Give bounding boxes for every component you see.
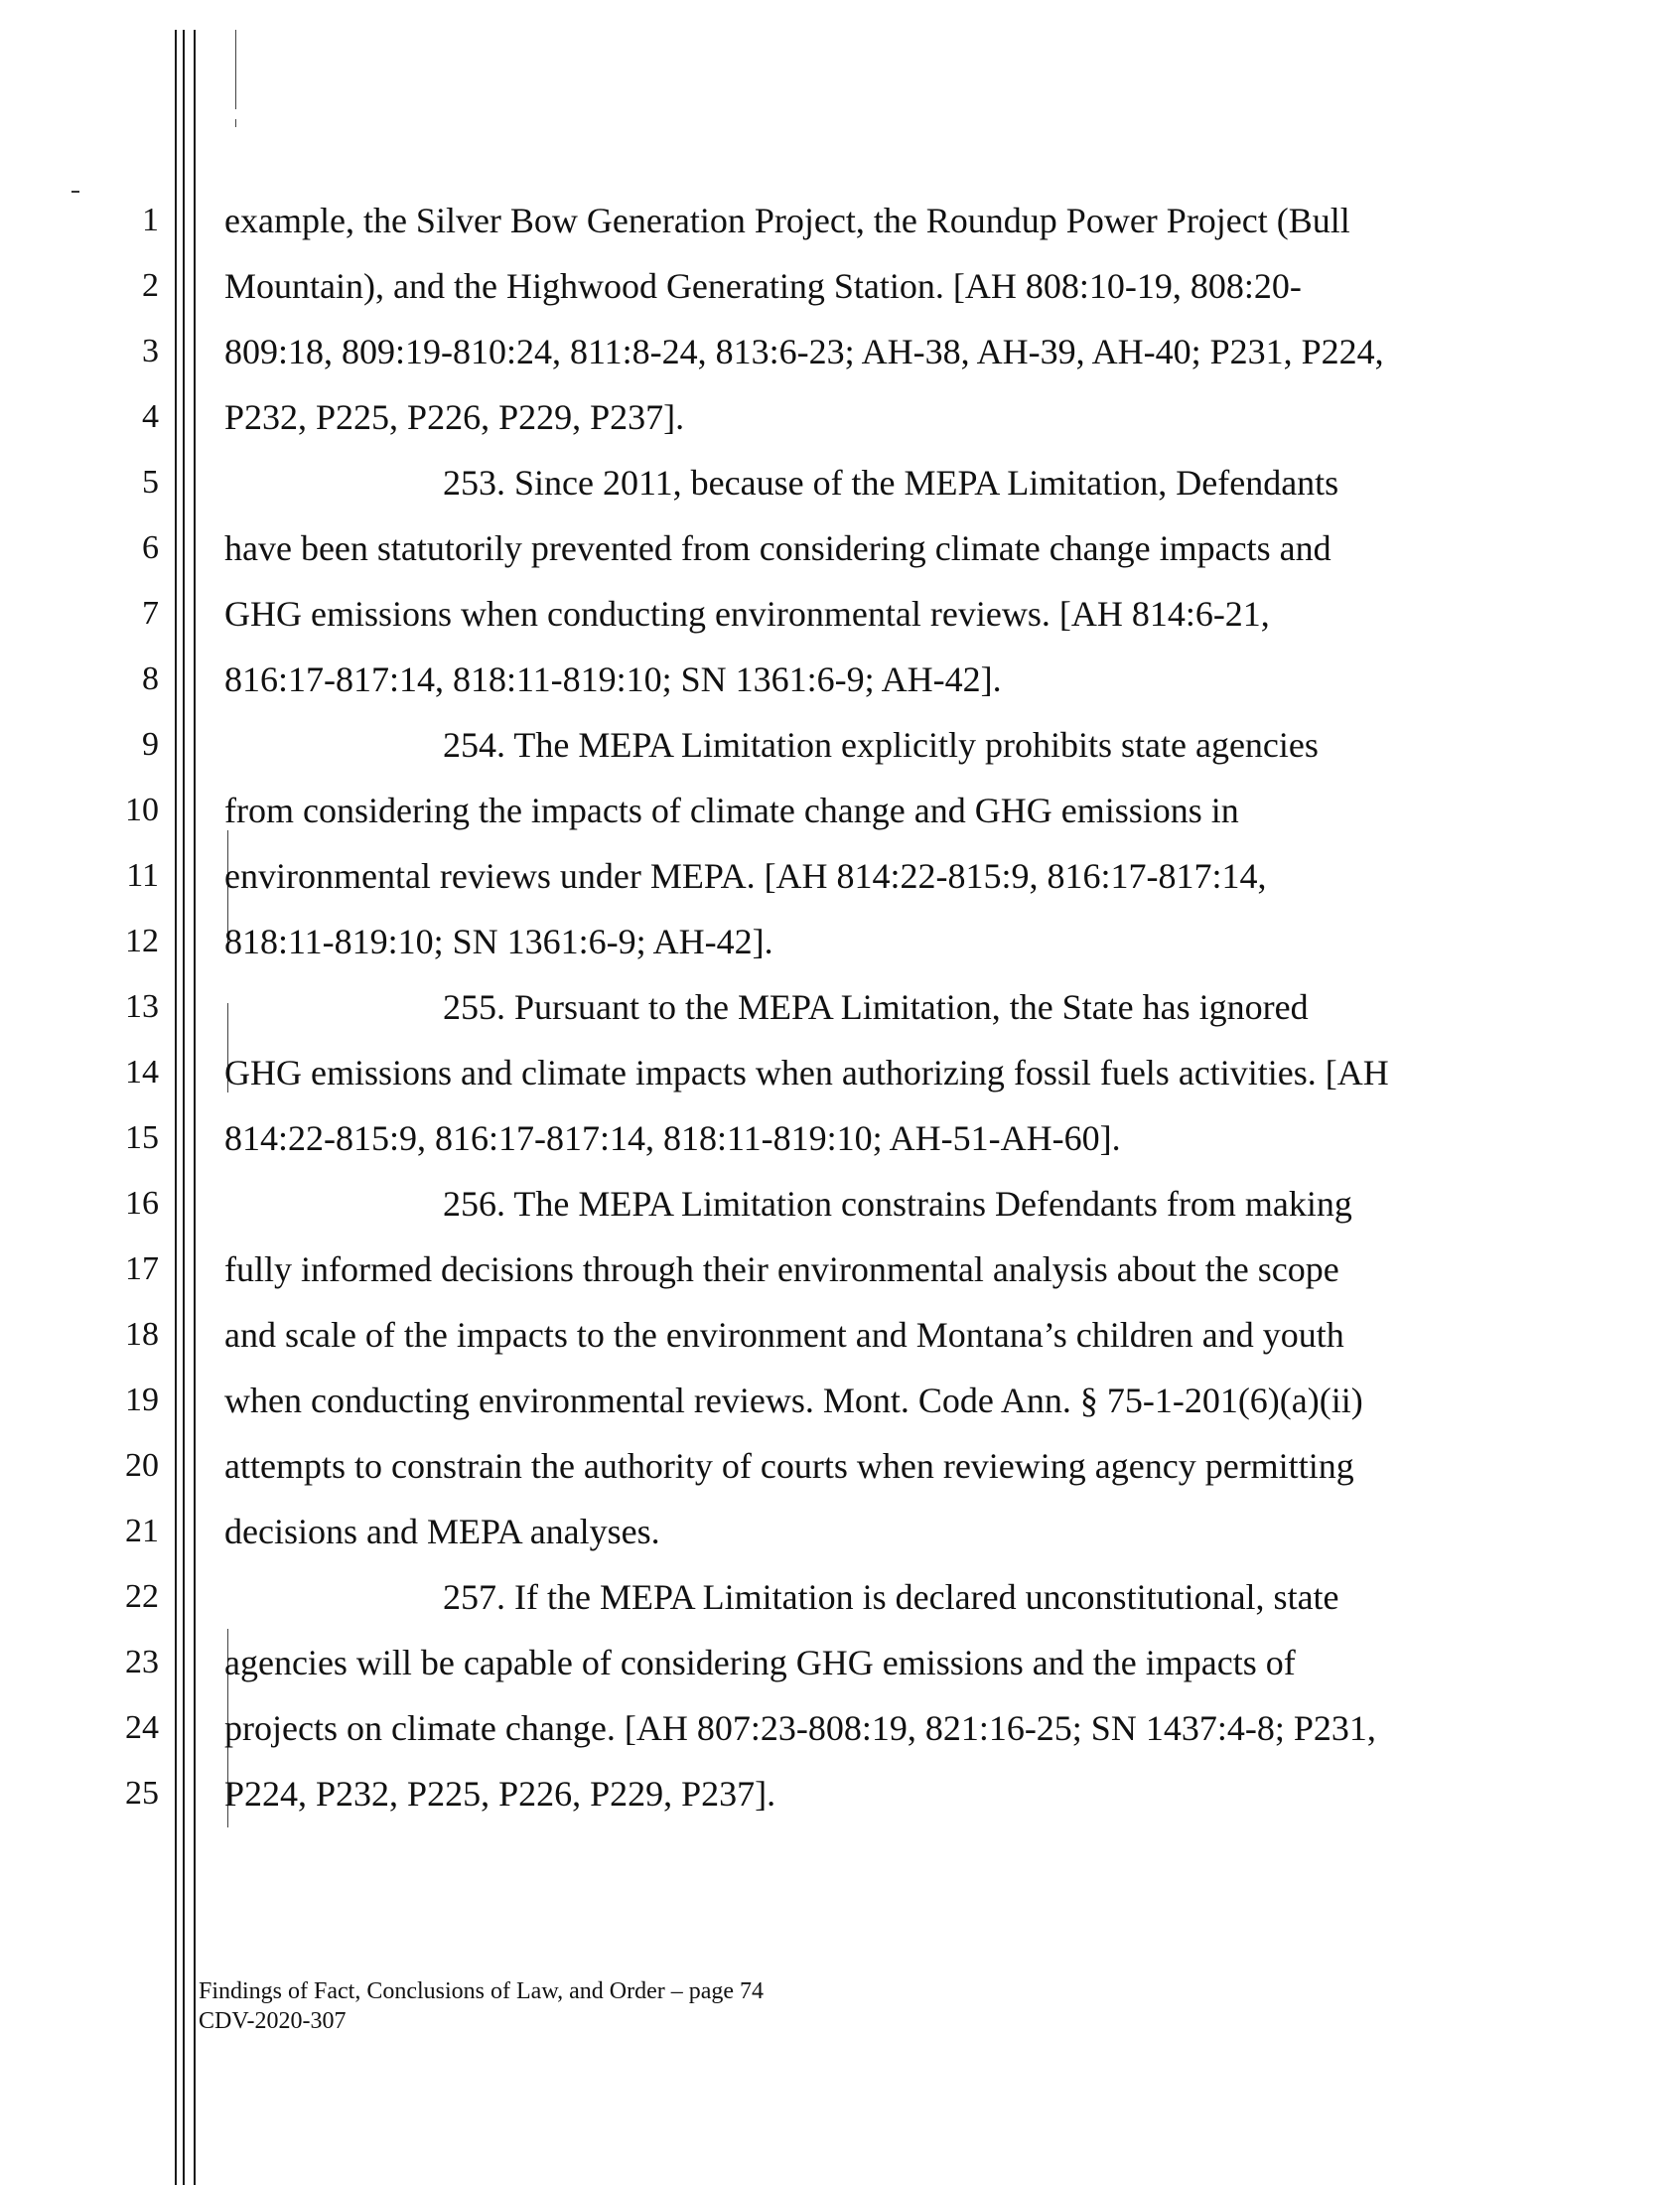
- line-number: 13: [125, 988, 159, 1025]
- body-text-line: attempts to constrain the authority of courts when reviewing agency permitting: [224, 1446, 1354, 1486]
- line-number: 23: [125, 1644, 159, 1680]
- body-text-line: agencies will be capable of considering GHG emissions and the impacts of: [224, 1643, 1296, 1682]
- body-text-line: fully informed decisions through their environmental analysis about the scope: [224, 1249, 1339, 1289]
- scan-artifact-dot: [71, 191, 79, 193]
- line-number: 9: [142, 726, 159, 763]
- line-number: 20: [125, 1447, 159, 1484]
- line-number: 10: [125, 792, 159, 828]
- line-number: 19: [125, 1382, 159, 1418]
- line-number: 3: [142, 333, 159, 369]
- body-text-line: example, the Silver Bow Generation Project, the Roundup Power Project (Bull: [224, 201, 1350, 240]
- line-number: 14: [125, 1054, 159, 1091]
- line-number: 5: [142, 464, 159, 501]
- line-number: 15: [125, 1119, 159, 1156]
- footer-case-number: CDV-2020-307: [199, 2008, 347, 2034]
- line-number: 21: [125, 1513, 159, 1549]
- body-text-line: 809:18, 809:19-810:24, 811:8-24, 813:6-23; AH-38, AH-39, AH-40; P231, P224,: [224, 332, 1384, 371]
- line-number: 2: [142, 267, 159, 304]
- body-text-line: decisions and MEPA analyses.: [224, 1512, 660, 1551]
- body-text-line: P224, P232, P225, P226, P229, P237].: [224, 1774, 776, 1814]
- body-text-line: and scale of the impacts to the environment and Montana’s children and youth: [224, 1315, 1344, 1355]
- body-text-line: 814:22-815:9, 816:17-817:14, 818:11-819:10; AH-51-AH-60].: [224, 1118, 1121, 1158]
- scan-artifact-mark: [235, 119, 236, 127]
- body-text-line: GHG emissions when conducting environmental reviews. [AH 814:6-21,: [224, 594, 1270, 634]
- paragraph-253-start: 253. Since 2011, because of the MEPA Limitation, Defendants: [443, 463, 1339, 503]
- margin-rule-middle: [183, 30, 185, 2185]
- body-text-line: from considering the impacts of climate change and GHG emissions in: [224, 791, 1239, 830]
- page-footer: [199, 1976, 764, 2036]
- line-number: 11: [126, 857, 159, 894]
- body-text-line: P232, P225, P226, P229, P237].: [224, 397, 685, 437]
- scan-artifact-mark: [235, 30, 236, 109]
- margin-rule-inner: [194, 30, 196, 2185]
- line-number: 1: [142, 202, 159, 238]
- body-text-line: GHG emissions and climate impacts when authorizing fossil fuels activities. [AH: [224, 1053, 1389, 1092]
- line-number: 18: [125, 1316, 159, 1353]
- body-text-line: have been statutorily prevented from considering climate change impacts and: [224, 528, 1331, 568]
- paragraph-257-start: 257. If the MEPA Limitation is declared unconstitutional, state: [443, 1577, 1339, 1617]
- footer-title: Findings of Fact, Conclusions of Law, and Order – page 74: [199, 1978, 765, 2004]
- body-text-line: environmental reviews under MEPA. [AH 814:22-815:9, 816:17-817:14,: [224, 856, 1267, 896]
- body-text-line: 818:11-819:10; SN 1361:6-9; AH-42].: [224, 922, 773, 961]
- body-text-line: projects on climate change. [AH 807:23-808:19, 821:16-25; SN 1437:4-8; P231,: [224, 1708, 1376, 1748]
- body-text-line: when conducting environmental reviews. Mont. Code Ann. § 75-1-201(6)(a)(ii): [224, 1381, 1363, 1420]
- line-number: 22: [125, 1578, 159, 1615]
- line-number: 7: [142, 595, 159, 632]
- line-number: 4: [142, 398, 159, 435]
- body-text-line: 816:17-817:14, 818:11-819:10; SN 1361:6-9; AH-42].: [224, 659, 1002, 699]
- margin-rule-outer: [175, 30, 177, 2185]
- line-number: 17: [125, 1250, 159, 1287]
- paragraph-255-start: 255. Pursuant to the MEPA Limitation, the State has ignored: [443, 987, 1309, 1027]
- body-text-line: Mountain), and the Highwood Generating Station. [AH 808:10-19, 808:20-: [224, 266, 1302, 306]
- line-number: 8: [142, 660, 159, 697]
- line-number: 12: [125, 923, 159, 959]
- paragraph-256-start: 256. The MEPA Limitation constrains Defendants from making: [443, 1184, 1352, 1224]
- line-number: 6: [142, 529, 159, 566]
- line-number: 25: [125, 1775, 159, 1812]
- paragraph-254-start: 254. The MEPA Limitation explicitly prohibits state agencies: [443, 725, 1319, 765]
- line-number: 16: [125, 1185, 159, 1222]
- line-number: 24: [125, 1709, 159, 1746]
